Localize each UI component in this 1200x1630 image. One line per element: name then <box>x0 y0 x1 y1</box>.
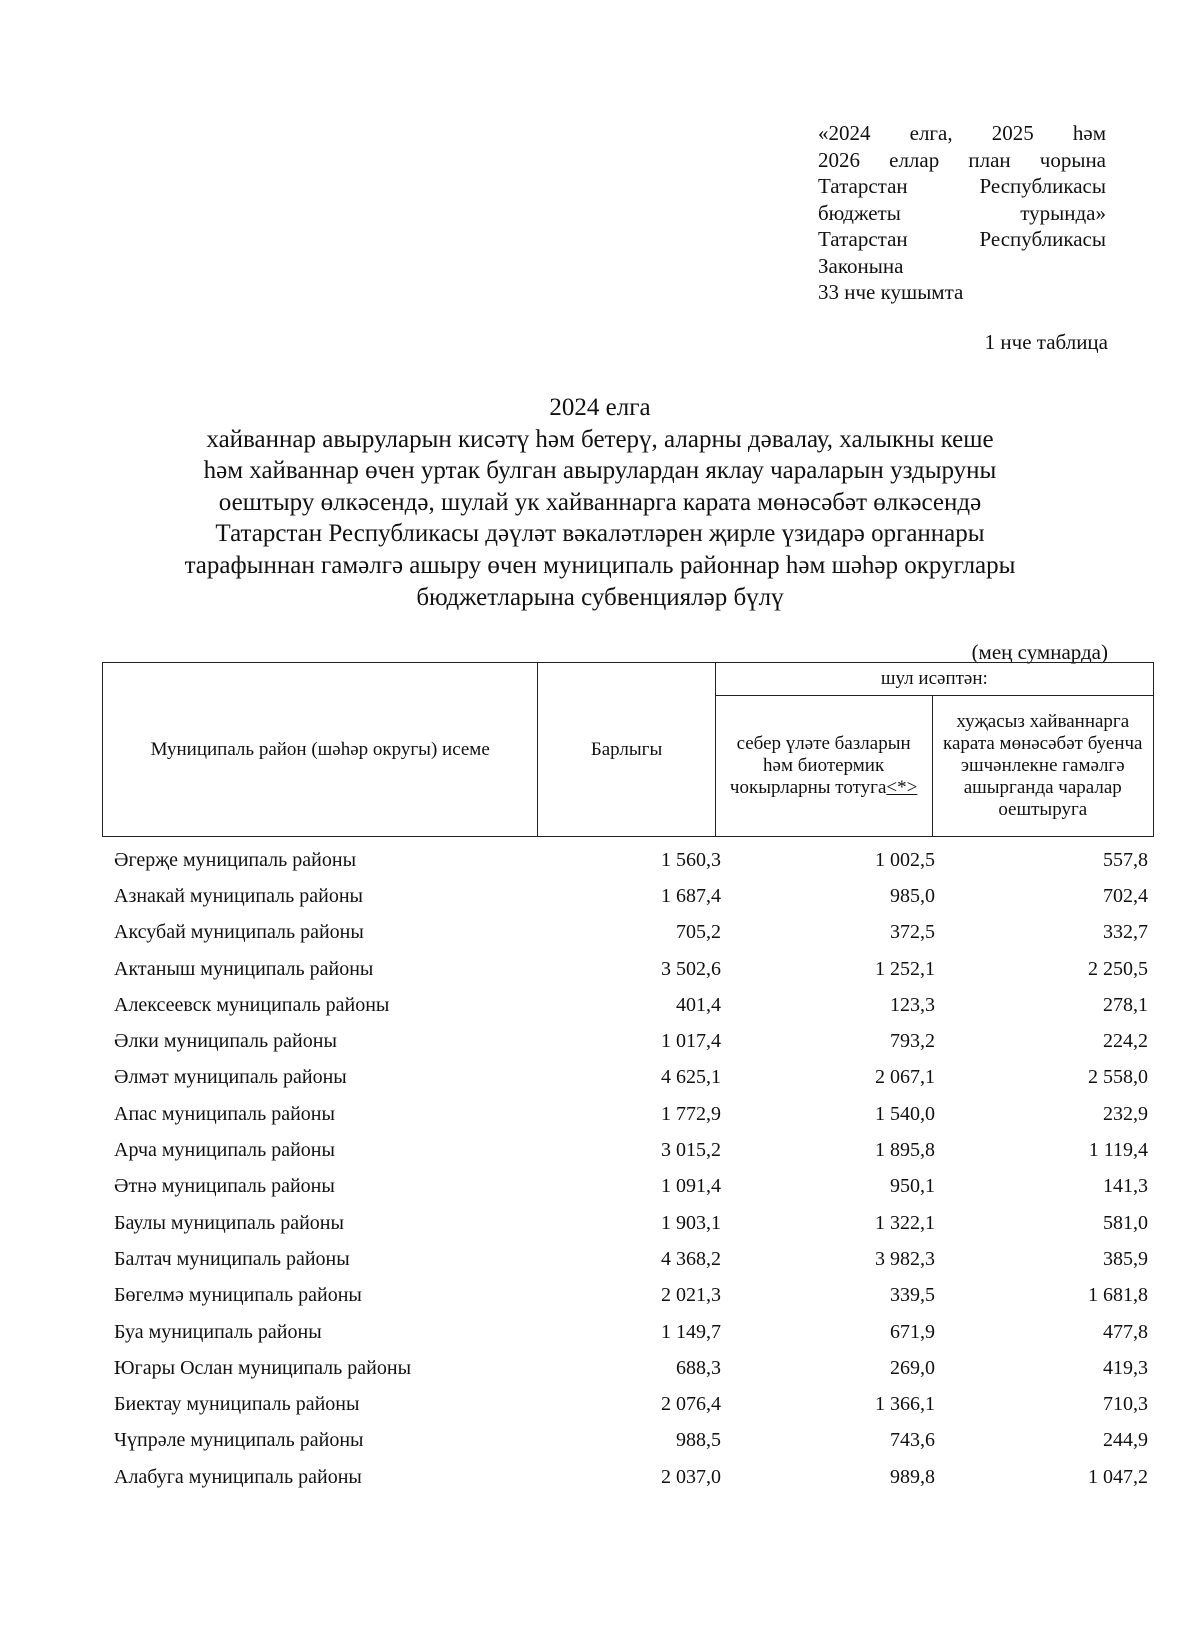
table-body <box>102 842 1154 1495</box>
stray-animals-value: 2 558,0 <box>1088 1066 1148 1089</box>
district-name: Биектау муниципаль районы <box>114 1393 360 1416</box>
stray-animals-value: 710,3 <box>1103 1393 1148 1416</box>
anthrax-pits-value: 123,3 <box>890 993 935 1016</box>
units-label: (мең сумнарда) <box>971 640 1108 664</box>
total-value: 988,5 <box>676 1429 721 1452</box>
total-value: 1 903,1 <box>661 1211 721 1234</box>
table-row <box>102 1278 1154 1314</box>
annex-line: бюджеты турында» <box>818 200 1106 225</box>
district-name: Әтнә муниципаль районы <box>114 1175 335 1198</box>
annex-reference <box>818 120 1106 306</box>
table-row <box>102 1096 1154 1132</box>
stray-animals-value: 1 681,8 <box>1088 1284 1148 1307</box>
anthrax-pits-value: 985,0 <box>890 884 935 907</box>
stray-animals-value: 278,1 <box>1103 993 1148 1016</box>
total-value: 401,4 <box>676 993 721 1016</box>
anthrax-pits-value: 1 366,1 <box>875 1393 935 1416</box>
stray-animals-value: 419,3 <box>1103 1356 1148 1379</box>
header-sub-b: хуҗасыз хайваннарга карата мөнәсәбәт буенча эшчәнлекне гамәлгә ашырганда чаралар оештыруга <box>932 696 1153 837</box>
table-row <box>102 1169 1154 1205</box>
table-number: 1 нче таблица <box>984 330 1108 354</box>
total-value: 4 368,2 <box>661 1247 721 1270</box>
title-line: хайваннар авыруларын кисәтү һәм бетерү, аларны дәвалау, халыкны кеше <box>206 425 994 453</box>
stray-animals-value: 581,0 <box>1103 1211 1148 1234</box>
total-value: 3 015,2 <box>661 1139 721 1162</box>
anthrax-pits-value: 2 067,1 <box>875 1066 935 1089</box>
header-group: шул исәптән: <box>715 663 1153 696</box>
total-value: 2 021,3 <box>661 1284 721 1307</box>
total-value: 1 091,4 <box>661 1175 721 1198</box>
table-row <box>102 915 1154 951</box>
district-name: Баулы муниципаль районы <box>114 1211 344 1234</box>
district-name: Аксубай муниципаль районы <box>114 921 364 944</box>
total-value: 688,3 <box>676 1356 721 1379</box>
stray-animals-value: 232,9 <box>1103 1102 1148 1125</box>
table-row <box>102 1314 1154 1350</box>
anthrax-pits-value: 1 540,0 <box>875 1102 935 1125</box>
anthrax-pits-value: 989,8 <box>890 1465 935 1488</box>
annex-line: 2026 еллар план чорына <box>818 147 1106 172</box>
table-row <box>102 1350 1154 1386</box>
stray-animals-value: 332,7 <box>1103 921 1148 944</box>
annex-line: Татарстан Республикасы <box>818 227 1106 251</box>
document-title <box>100 392 1100 613</box>
annex-line: 33 нче кушымта <box>818 280 964 304</box>
footnote-ref: <*> <box>886 777 918 798</box>
district-name: Югары Ослан муниципаль районы <box>114 1356 412 1379</box>
district-name: Алексеевск муниципаль районы <box>114 993 390 1016</box>
anthrax-pits-value: 743,6 <box>890 1429 935 1452</box>
anthrax-pits-value: 3 982,3 <box>875 1247 935 1270</box>
table-row <box>102 1205 1154 1241</box>
title-line: тарафыннан гамәлгә ашыру өчен муниципаль районнар һәм шәһәр округлары <box>184 551 1016 579</box>
total-value: 705,2 <box>676 921 721 944</box>
stray-animals-value: 2 250,5 <box>1088 957 1148 980</box>
anthrax-pits-value: 950,1 <box>890 1175 935 1198</box>
total-value: 4 625,1 <box>661 1066 721 1089</box>
table-row <box>102 987 1154 1023</box>
table-row <box>102 1060 1154 1096</box>
district-name: Чүпрәле муниципаль районы <box>114 1429 364 1452</box>
total-value: 2 076,4 <box>661 1393 721 1416</box>
title-line: һәм хайваннар өчен уртак булган авырулардан яклау чараларын уздыруны <box>203 457 997 485</box>
table-row <box>102 1241 1154 1277</box>
table-row <box>102 1386 1154 1422</box>
district-name: Алабуга муниципаль районы <box>114 1465 362 1488</box>
anthrax-pits-value: 671,9 <box>890 1320 935 1343</box>
anthrax-pits-value: 339,5 <box>890 1284 935 1307</box>
title-line: оештыру өлкәсендә, шулай ук хайваннарга карата мөнәсәбәт өлкәсендә <box>218 488 982 516</box>
total-value: 3 502,6 <box>661 957 721 980</box>
anthrax-pits-value: 1 322,1 <box>875 1211 935 1234</box>
stray-animals-value: 385,9 <box>1103 1247 1148 1270</box>
district-name: Арча муниципаль районы <box>114 1139 335 1162</box>
anthrax-pits-value: 1 895,8 <box>875 1139 935 1162</box>
table-header <box>102 662 1154 837</box>
total-value: 1 772,9 <box>661 1102 721 1125</box>
table-row <box>102 951 1154 987</box>
table-row <box>102 1423 1154 1459</box>
table-row <box>102 842 1154 878</box>
total-value: 1 687,4 <box>661 884 721 907</box>
district-name: Әгерҗе муниципаль районы <box>114 848 357 871</box>
table-row <box>102 878 1154 914</box>
district-name: Балтач муниципаль районы <box>114 1247 350 1270</box>
anthrax-pits-value: 1 002,5 <box>875 848 935 871</box>
district-name: Әлмәт муниципаль районы <box>114 1066 347 1089</box>
anthrax-pits-value: 372,5 <box>890 921 935 944</box>
stray-animals-value: 1 047,2 <box>1088 1465 1148 1488</box>
header-total-column: Барлыгы <box>538 663 715 837</box>
table-row <box>102 1459 1154 1495</box>
total-value: 2 037,0 <box>661 1465 721 1488</box>
title-line: бюджетларына субвенцияләр бүлү <box>416 583 784 611</box>
stray-animals-value: 557,8 <box>1103 848 1148 871</box>
stray-animals-value: 244,9 <box>1103 1429 1148 1452</box>
annex-line: Законына <box>818 253 904 278</box>
annex-line: Татарстан Республикасы <box>818 174 1106 198</box>
stray-animals-value: 224,2 <box>1103 1030 1148 1053</box>
stray-animals-value: 1 119,4 <box>1088 1139 1148 1162</box>
stray-animals-value: 477,8 <box>1103 1320 1148 1343</box>
district-name: Азнакай муниципаль районы <box>114 884 363 907</box>
table-row <box>102 1132 1154 1168</box>
anthrax-pits-value: 793,2 <box>890 1030 935 1053</box>
total-value: 1 017,4 <box>661 1030 721 1053</box>
stray-animals-value: 702,4 <box>1103 884 1148 907</box>
total-value: 1 560,3 <box>661 848 721 871</box>
stray-animals-value: 141,3 <box>1103 1175 1148 1198</box>
anthrax-pits-value: 269,0 <box>890 1356 935 1379</box>
district-name: Апас муниципаль районы <box>114 1102 335 1125</box>
total-value: 1 149,7 <box>661 1320 721 1343</box>
district-name: Буа муниципаль районы <box>114 1320 322 1343</box>
header-sub-a: себер үләте базларын һәм биотермик чокырларны тотуга<*> <box>715 696 932 837</box>
title-line: 2024 елга <box>549 394 651 421</box>
district-name: Әлки муниципаль районы <box>114 1030 337 1053</box>
header-name-column: Муниципаль район (шәһәр округы) исеме <box>103 663 538 837</box>
table-row <box>102 1023 1154 1059</box>
district-name: Бөгелмә муниципаль районы <box>114 1284 362 1307</box>
annex-line: «2024 елга, 2025 һәм <box>818 121 1106 145</box>
district-name: Актаныш муниципаль районы <box>114 957 374 980</box>
title-line: Татарстан Республикасы дәүләт вәкаләтләрен җирле үзидарә органнары <box>215 520 985 548</box>
anthrax-pits-value: 1 252,1 <box>875 957 935 980</box>
